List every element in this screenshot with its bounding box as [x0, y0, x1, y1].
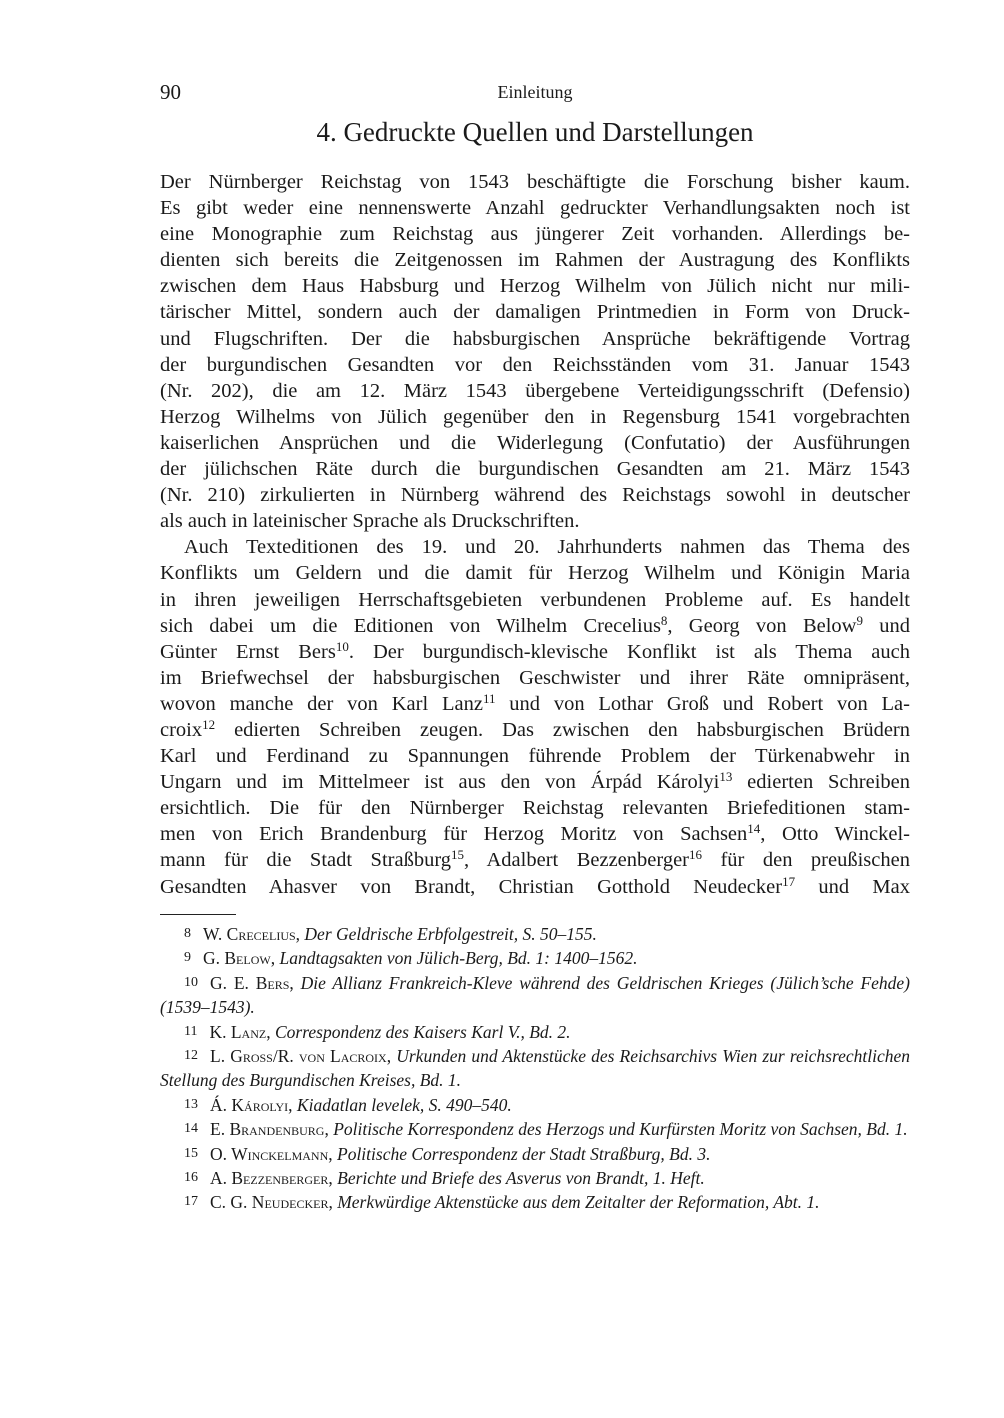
footnote: 13 Á. Károlyi, Kiadatlan levelek, S. 490–540. — [184, 1094, 512, 1115]
footnote-reference[interactable]: 8 — [660, 612, 668, 628]
footnote-title: Der Geldrische Erbfolgestreit, S. 50–155. — [304, 924, 597, 944]
footnote-title: Merkwürdige Aktenstücke aus dem Zeitalter der Reformation, Abt. 1. — [337, 1192, 820, 1213]
text-line: in ihren jeweiligen Herrschaftsgebieten verbundenen Probleme auf. Es handelt — [160, 588, 910, 611]
footnote-reference[interactable]: 10 — [335, 638, 349, 654]
footnote: 8 W. Crecelius, Der Geldrische Erbfolgestreit, S. 50–155. — [184, 924, 597, 944]
body-text — [160, 169, 910, 900]
text-line: ersichtlich. Die für den Nürnberger Reichstag relevanten Briefeditionen stam- — [160, 797, 910, 820]
text-line: tärischer Mittel, sondern auch der damaligen Printmedien in Form von Druck- — [160, 301, 910, 324]
footnotes — [160, 922, 910, 1215]
footnote-number: 13 — [184, 1096, 198, 1112]
text-line: als auch in lateinischer Sprache als Druckschriften. — [160, 510, 580, 533]
footnote: 10 G. E. Bers, Die Allianz Frankreich-Kleve während des Geldrischen Krieges (Jülich’sche Fehde) (1539–1543). — [160, 972, 911, 1018]
footnote-number: 14 — [184, 1121, 198, 1137]
footnote-author: O. Winckelmann — [210, 1143, 329, 1164]
text-line: dienten sich bereits die Zeitgenossen im Rahmen der Austragung des Konflikts — [160, 249, 910, 272]
running-title: Einleitung — [497, 82, 573, 102]
footnote-reference[interactable]: 9 — [856, 612, 863, 628]
footnote-number: 15 — [184, 1145, 198, 1161]
page-number: 90 — [160, 80, 181, 104]
page-header — [160, 80, 910, 108]
footnote-title: Urkunden und Aktenstücke des Reichsarchivs Wien zur reichsrechtlichen Stellung des Burgundischen Kreises, Bd. 1. — [160, 1046, 911, 1091]
footnote-number: 10 — [184, 974, 198, 990]
footnote: 16 A. Bezzenberger, Berichte und Briefe des Asverus von Brandt, 1. Heft. — [184, 1168, 705, 1189]
text-line: (Nr. 202), die am 12. März 1543 übergebene Verteidigungsschrift (Defensio) — [160, 379, 910, 402]
text-line: croix$^{12}$ edierten Schreiben zeugen. Das zwischen den habsburgischen Brüdern — [160, 716, 910, 741]
text-line: der jülichschen Räte durch die burgundischen Gesandten am 21. März 1543 — [160, 458, 910, 481]
footnote-title: Correspondenz des Kaisers Karl V., Bd. 2. — [274, 1021, 571, 1042]
footnote-rule — [160, 914, 236, 915]
text-line: Der Nürnberger Reichstag von 1543 beschäftigte die Forschung bisher kaum. — [160, 171, 910, 193]
footnote: 15 O. Winckelmann, Politische Correspondenz der Stadt Straßburg, Bd. 3. — [184, 1143, 711, 1164]
text-line: Ungarn und im Mittelmeer ist aus den von Árpád Károlyi$^{13}$ edierten Schreiben — [160, 769, 910, 794]
footnote-number: 17 — [184, 1194, 198, 1210]
footnote-title: Berichte und Briefe des Asverus von Brandt, 1. Heft. — [337, 1168, 705, 1189]
footnote: 12 L. Groß/R. von Lacroix, Urkunden und Aktenstücke des Reichsarchivs Wien zur reichsrechtlichen Stellung des Burgundischen Kreises, Bd. 1. — [160, 1046, 911, 1091]
text-line: men von Erich Brandenburg für Herzog Moritz von Sachsen$^{14}$, Otto Winckel- — [160, 821, 911, 846]
footnote: 9 G. Below, Landtagsakten von Jülich-Berg, Bd. 1: 1400–1562. — [184, 948, 638, 969]
footnote-number: 16 — [184, 1170, 198, 1186]
footnote-title: Politische Correspondenz der Stadt Straßburg, Bd. 3. — [337, 1143, 711, 1164]
footnote-title: Kiadatlan levelek, S. 490–540. — [296, 1094, 512, 1115]
text-line: eine Monographie zum Reichstag aus jüngerer Zeit vorhanden. Allerdings be- — [160, 223, 910, 246]
footnote-number: 12 — [184, 1048, 198, 1064]
text-line: Konflikts um Geldern und die damit für Herzog Wilhelm und Königin Maria — [160, 562, 910, 585]
text-line: der burgundischen Gesandten vor den Reichsständen vom 31. Januar 1543 — [160, 353, 910, 376]
text-line: zwischen dem Haus Habsburg und Herzog Wilhelm von Jülich nicht nur mili- — [160, 275, 910, 298]
footnote-reference[interactable]: 16 — [689, 847, 702, 863]
footnote: 17 C. G. Neudecker, Merkwürdige Aktenstücke aus dem Zeitalter der Reformation, Abt. 1. — [184, 1192, 820, 1213]
footnote-author: W. Crecelius — [203, 924, 296, 944]
footnote-reference[interactable]: 11 — [482, 690, 496, 706]
text-line: mann für die Stadt Straßburg$^{15}$, Adalbert Bezzenberger$^{16}$ für den preußischen — [160, 847, 910, 872]
footnote-author: E. Brandenburg — [210, 1119, 325, 1140]
footnote-reference[interactable]: 13 — [719, 769, 733, 785]
footnote-author: L. Groß/R. von Lacroix — [210, 1046, 387, 1067]
footnote-reference[interactable]: 15 — [451, 847, 465, 863]
footnote-number: 9 — [184, 950, 191, 966]
section-title: 4. Gedruckte Quellen und Darstellungen — [316, 117, 754, 147]
footnote-author: G. Below — [203, 948, 271, 969]
text-line: Es gibt weder eine nennenswerte Anzahl gedruckter Verhandlungsakten noch ist — [160, 197, 910, 220]
text-line: Auch Texteditionen des 19. und 20. Jahrhunderts nahmen das Thema des — [184, 536, 910, 559]
footnote-author: K. Lanz — [209, 1021, 267, 1042]
text-line: und Flugschriften. Der die habsburgischen Ansprüche bekräftigende Vortrag — [160, 327, 910, 350]
footnote-reference[interactable]: 14 — [747, 821, 761, 837]
text-line: wovon manche der von Karl Lanz$^{11}$ und von Lothar Groß und Robert von La- — [160, 690, 910, 715]
footnote-number: 11 — [184, 1023, 198, 1039]
footnote-number: 8 — [184, 926, 191, 941]
text-line: im Briefwechsel der habsburgischen Geschwister und ihrer Räte omnipräsent, — [160, 666, 910, 689]
text-line: (Nr. 210) zirkulierten in Nürnberg während des Reichstags sowohl in deutscher — [160, 484, 910, 507]
footnote-title: Politische Korrespondenz des Herzogs und Kurfürsten Moritz von Sachsen, Bd. 1. — [333, 1119, 908, 1140]
footnote-reference[interactable]: 17 — [782, 873, 796, 889]
text-line: sich dabei um die Editionen von Wilhelm Crecelius$^8$, Georg von Below$^9$ und — [160, 612, 910, 637]
footnote: 11 K. Lanz, Correspondenz des Kaisers Karl V., Bd. 2. — [184, 1021, 571, 1042]
footnote-reference[interactable]: 12 — [202, 716, 216, 732]
footnote: 14 E. Brandenburg, Politische Korrespondenz des Herzogs und Kurfürsten Moritz von Sachsen, Bd. 1. — [184, 1119, 908, 1140]
footnote-author: Á. Károlyi — [210, 1094, 289, 1115]
footnote-author: G. E. Bers — [210, 972, 290, 993]
footnote-title: Landtagsakten von Jülich-Berg, Bd. 1: 1400–1562. — [279, 948, 638, 969]
footnote-author: C. G. Neudecker — [210, 1192, 329, 1213]
text-line: Günter Ernst Bers$^{10}$. Der burgundisch-klevische Konflikt ist als Thema auch — [160, 638, 910, 663]
footnote-author: A. Bezzenberger — [210, 1168, 329, 1189]
text-line: Karl und Ferdinand zu Spannungen führende Problem der Türkenabwehr in — [160, 745, 910, 768]
text-line: kaiserlichen Ansprüchen und die Widerlegung (Confutatio) der Ausführungen — [160, 431, 910, 454]
footnote-title: Die Allianz Frankreich-Kleve während des Geldrischen Krieges (Jülich’sche Fehde) (1539–1543). — [160, 972, 911, 1018]
text-line: Herzog Wilhelms von Jülich gegenüber den in Regensburg 1541 vorgebrachten — [160, 405, 910, 428]
text-line: Gesandten Ahasver von Brandt, Christian Gotthold Neudecker$^{17}$ und Max — [160, 873, 911, 898]
